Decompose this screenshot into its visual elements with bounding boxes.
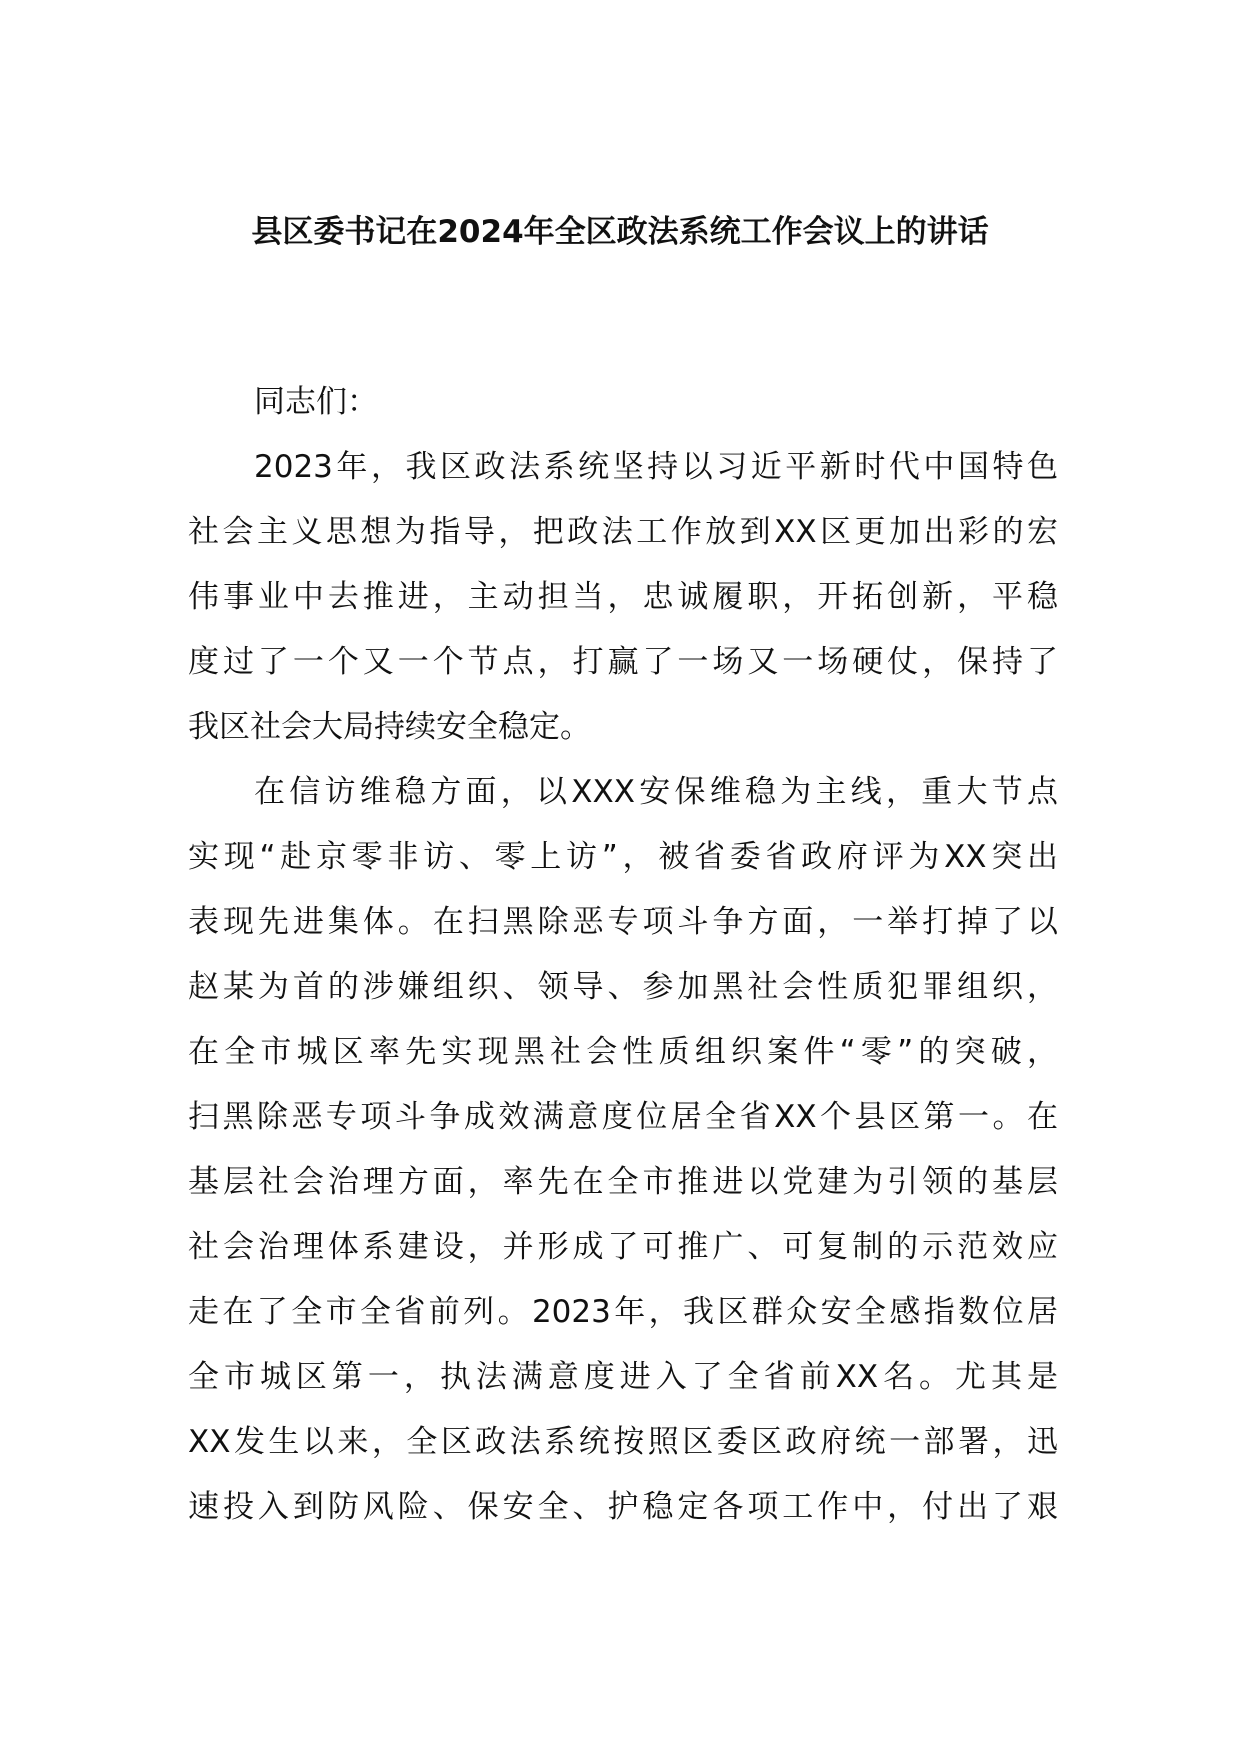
paragraph-2-line: XX发生以来，全区政法系统按照区委区政府统一部署，迅 (188, 1424, 1058, 1460)
document-title: 县区委书记在2024年全区政法系统工作会议上的讲话 (251, 214, 989, 250)
paragraph-2-line: 实现“赴京零非访、零上访”，被省委省政府评为XX突出 (188, 839, 1058, 875)
paragraph-1-line: 社会主义思想为指导，把政法工作放到XX区更加出彩的宏 (188, 514, 1058, 550)
paragraph-2-line: 在全市城区率先实现黑社会性质组织案件“零”的突破， (188, 1034, 1058, 1070)
paragraph-2-line: 扫黑除恶专项斗争成效满意度位居全省XX个县区第一。在 (188, 1099, 1058, 1135)
paragraph-2-line: 在信访维稳方面，以XXX安保维稳为主线，重大节点 (254, 774, 1058, 810)
paragraph-2-line: 基层社会治理方面，率先在全市推进以党建为引领的基层 (188, 1164, 1058, 1200)
paragraph-2-line: 速投入到防风险、保安全、护稳定各项工作中，付出了艰 (188, 1489, 1058, 1525)
paragraph-1-line: 我区社会大局持续安全稳定。 (188, 709, 591, 745)
paragraph-2-line: 表现先进集体。在扫黑除恶专项斗争方面，一举打掉了以 (188, 904, 1058, 940)
salutation: 同志们： (254, 384, 378, 420)
paragraph-2-line: 社会治理体系建设，并形成了可推广、可复制的示范效应 (188, 1229, 1058, 1265)
document-body (188, 370, 1058, 1540)
paragraph-1-line: 度过了一个又一个节点，打赢了一场又一场硬仗，保持了 (188, 644, 1058, 680)
paragraph-1-line: 伟事业中去推进，主动担当，忠诚履职，开拓创新，平稳 (188, 579, 1058, 615)
paragraph-2-line: 赵某为首的涉嫌组织、领导、参加黑社会性质犯罪组织， (188, 969, 1058, 1005)
paragraph-1-line: 2023年，我区政法系统坚持以习近平新时代中国特色 (254, 449, 1058, 485)
paragraph-2-line: 全市城区第一，执法满意度进入了全省前XX名。尤其是 (188, 1359, 1058, 1395)
paragraph-2-line: 走在了全市全省前列。2023年，我区群众安全感指数位居 (188, 1294, 1058, 1330)
